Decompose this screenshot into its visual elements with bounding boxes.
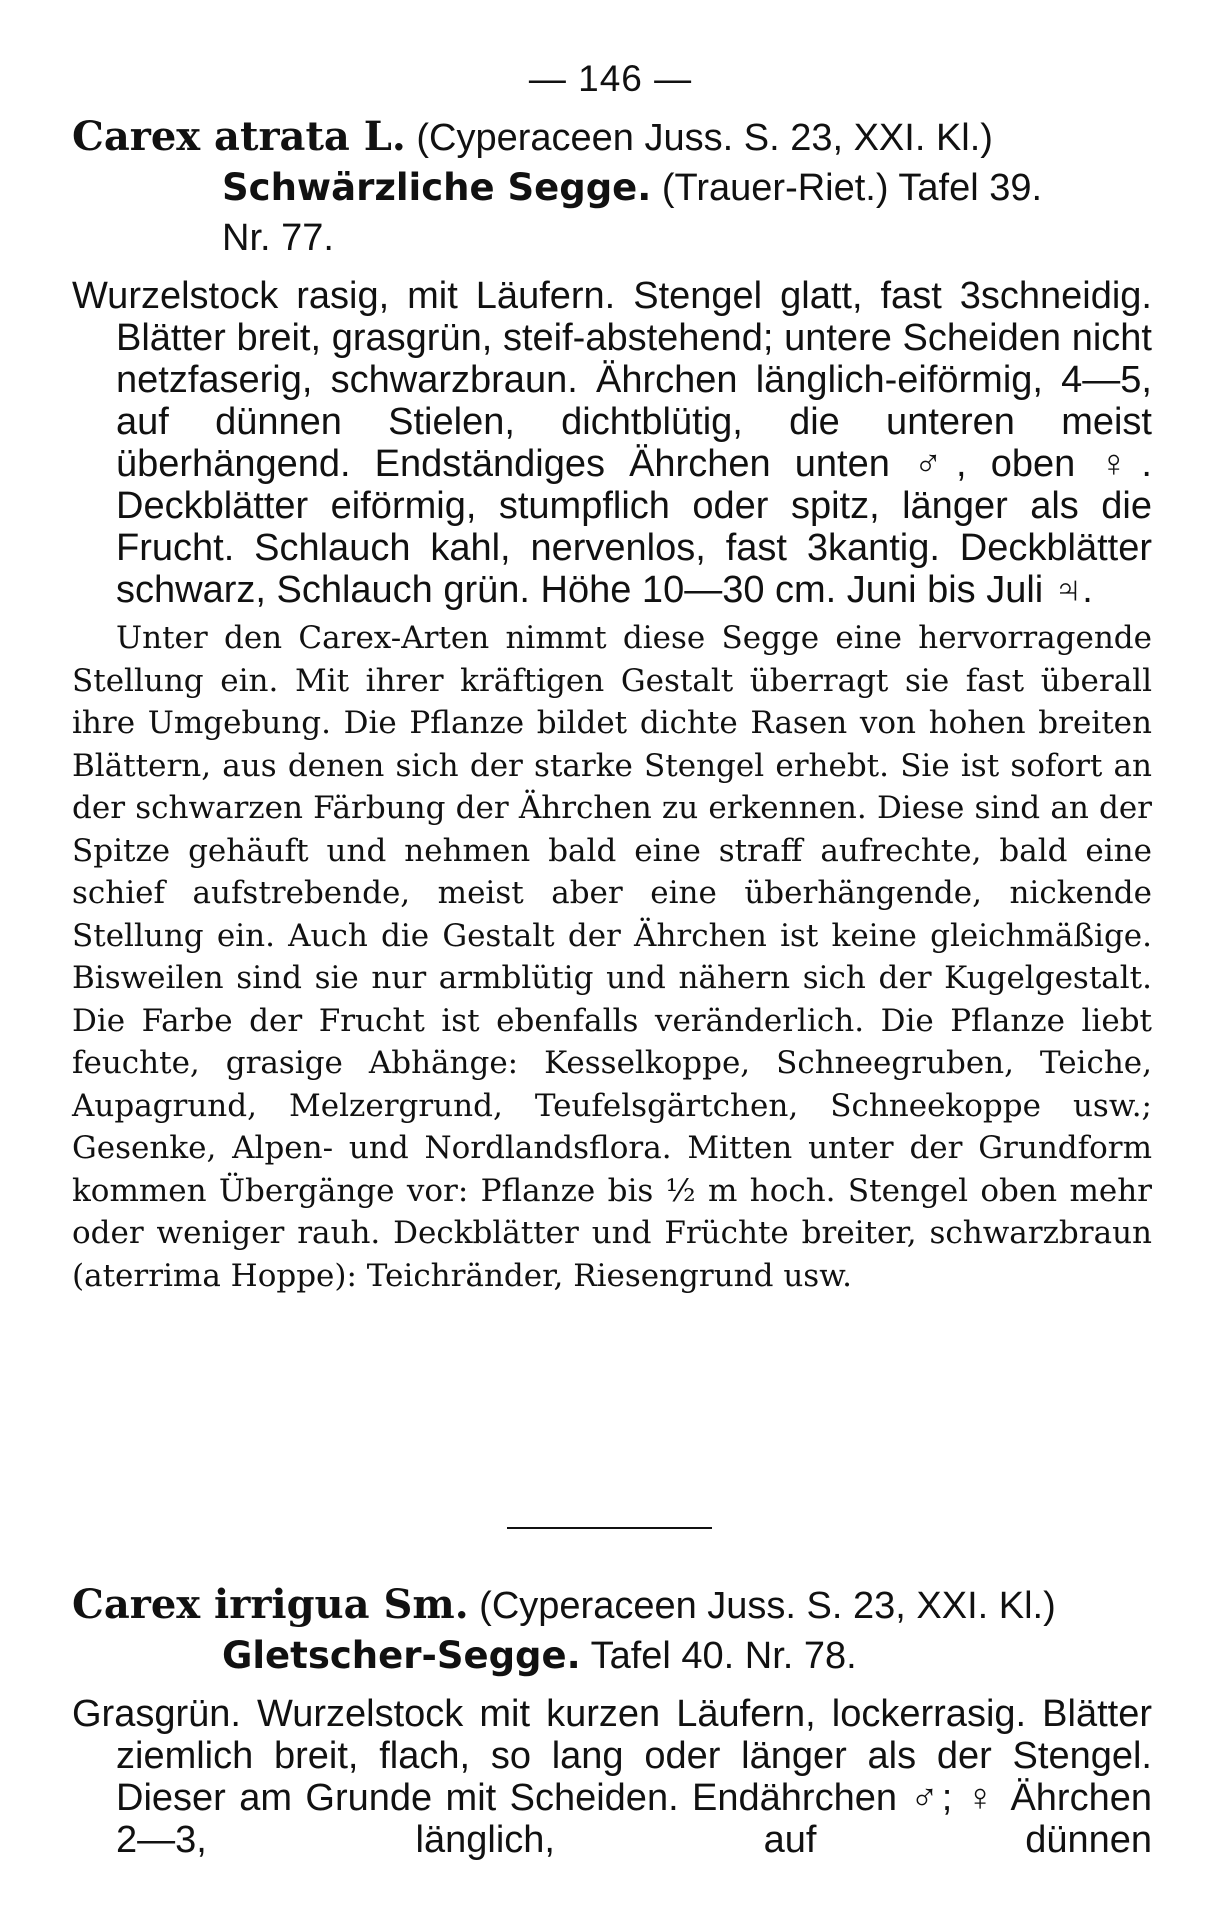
common-name-line: [72, 1631, 1152, 1681]
plate-number: Nr. 77.: [222, 217, 334, 259]
species-name: Carex atrata L.: [72, 113, 406, 160]
classification: (Cyperaceen Juss. S. 23, XXI. Kl.): [405, 117, 993, 159]
entry-heading: [72, 112, 1152, 163]
common-name-line: [72, 163, 1152, 213]
entry-carex-irrigua: [72, 1580, 1152, 1861]
section-divider: [507, 1527, 712, 1529]
common-name: Gletscher-Segge.: [222, 1634, 581, 1677]
common-name-rest: Tafel 40. Nr. 78.: [580, 1635, 857, 1677]
classification: (Cyperaceen Juss. S. 23, XXI. Kl.): [468, 1585, 1056, 1627]
common-name: Schwärzliche Segge.: [222, 166, 652, 209]
species-description: Wurzelstock rasig, mit Läufern. Stengel glatt, fast 3schneidig. Blätter breit, grasgrün, steif-abstehend; untere Scheiden nicht netzfaserig, schwarzbraun. Ährchen länglich-eiförmig, 4—5, auf dünnen Stielen, dichtblütig, die unteren meist überhängend. Endständiges Ährchen unten ♂, oben ♀. Deckblätter eiförmig, stumpflich oder spitz, länger als die Frucht. Schlauch kahl, nervenlos, fast 3kantig. Deckblätter schwarz, Schlauch grün. Höhe 10—30 cm. Juni bis Juli ♃.: [72, 275, 1152, 611]
species-name: Carex irrigua Sm.: [72, 1581, 469, 1628]
species-commentary: Unter den Carex-Arten nimmt diese Segge eine hervorragende Stellung ein. Mit ihrer kräftigen Gestalt überragt sie fast überall ihre Umgebung. Die Pflanze bildet dichte Rasen von hohen breiten Blättern, aus denen sich der starke Stengel erhebt. Sie ist sofort an der schwarzen Färbung der Ährchen zu erkennen. Diese sind an der Spitze gehäuft und nehmen bald eine straff aufrechte, bald eine schief aufstrebende, meist aber eine überhängende, nickende Stellung ein. Auch die Gestalt der Ährchen ist keine gleichmäßige. Bisweilen sind sie nur armblütig und nähern sich der Kugelgestalt. Die Farbe der Frucht ist ebenfalls veränderlich. Die Pflanze liebt feuchte, grasige Abhänge: Kesselkoppe, Schneegruben, Teiche, Aupagrund, Melzergrund, Teufelsgärtchen, Schneekoppe usw.; Gesenke, Alpen- und Nordlandsflora. Mitten unter der Grundform kommen Übergänge vor: Pflanze bis ½ m hoch. Stengel oben mehr oder weniger rauh. Deckblätter und Früchte breiter, schwarzbraun (aterrima Hoppe): Teichränder, Riesengrund usw.: [72, 620, 1152, 1294]
page-number: — 146 —: [528, 58, 693, 99]
entry-carex-atrata: [72, 112, 1152, 1297]
entry-heading: [72, 1580, 1152, 1631]
common-name-rest: (Trauer-Riet.) Tafel 39.: [651, 167, 1043, 209]
species-description: Grasgrün. Wurzelstock mit kurzen Läufern, lockerrasig. Blätter ziemlich breit, flach, so lang oder länger als der Stengel. Dieser am Grunde mit Scheiden. Endährchen ♂; ♀ Ährchen 2—3, länglich, auf dünnen: [72, 1693, 1152, 1861]
